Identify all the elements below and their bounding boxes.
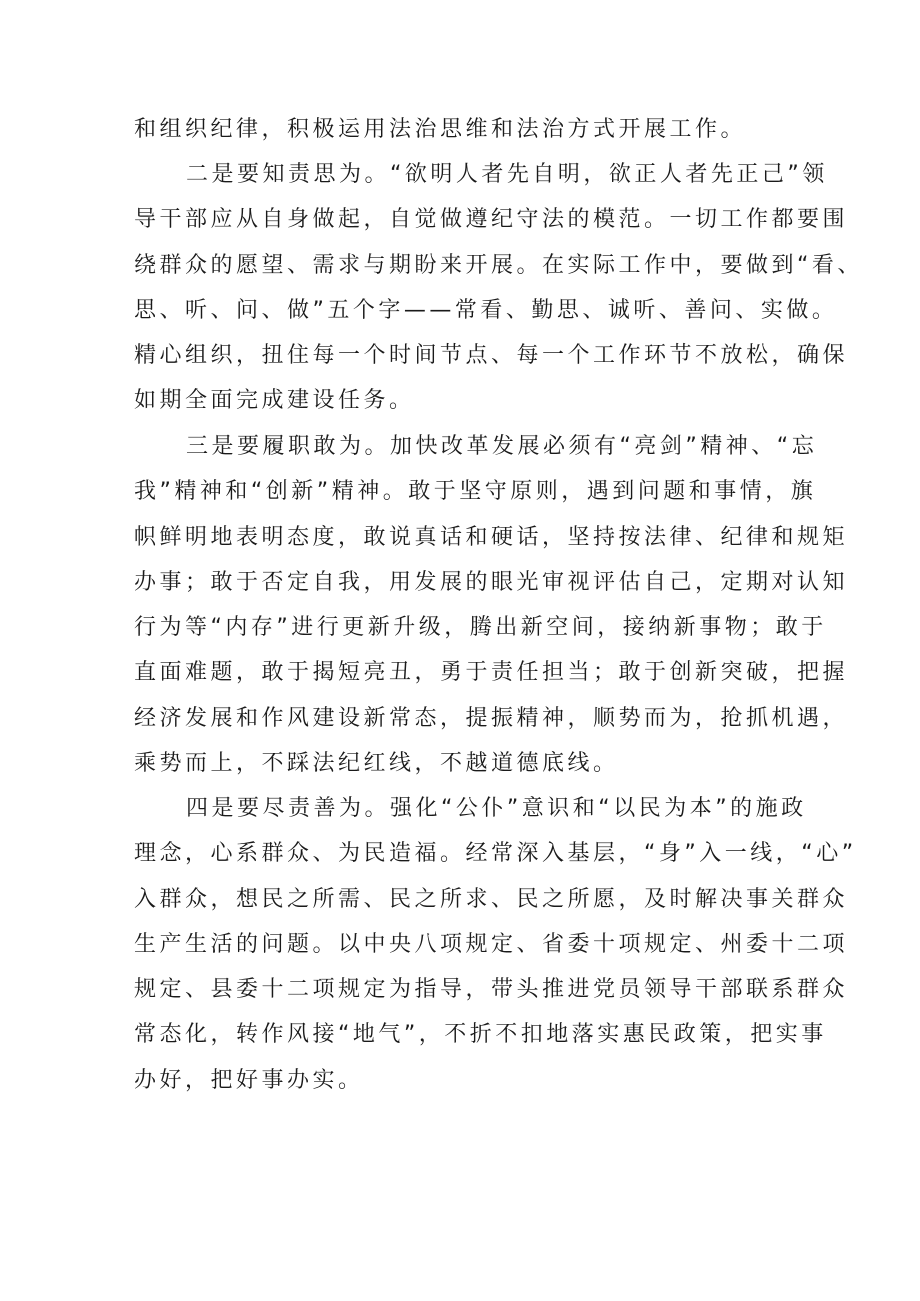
text-line: 生产生活的问题。以中央八项规定、省委十项规定、州委十二项: [134, 931, 849, 957]
text-line: 精心组织，扭住每一个时间节点、每一个工作环节不放松，确保: [134, 343, 849, 369]
text-line: 入群众，想民之所需、民之所求、民之所愿，及时解决事关群众: [134, 886, 849, 912]
text-line: 三是要履职敢为。加快改革发展必须有“亮剑”精神、“忘: [186, 434, 818, 459]
paragraph-point-three: [134, 424, 849, 786]
text-line: 如期全面完成建设任务。: [134, 388, 415, 414]
text-line: 和组织纪律，积极运用法治思维和法治方式开展工作。: [134, 117, 747, 142]
text-line: 四是要尽责善为。强化“公仆”意识和“以民为本”的施政: [186, 796, 807, 821]
text-line: 直面难题，敢于揭短亮丑，勇于责任担当；敢于创新突破，把握: [134, 660, 849, 686]
text-line: 导干部应从自身做起，自觉做遵纪守法的模范。一切工作都要围: [134, 207, 849, 233]
text-line: 理念，心系群众、为民造福。经常深入基层，“身”入一线，“心”: [134, 841, 857, 867]
paragraph-point-two: [134, 152, 863, 424]
text-line: 二是要知责思为。“欲明人者先自明，欲正人者先正己”领: [186, 162, 828, 187]
text-line: 经济发展和作风建设新常态，提振精神，顺势而为，抢抓机遇，: [134, 705, 849, 731]
text-line: 办事；敢于否定自我，用发展的眼光审视评估自己，定期对认知: [134, 569, 849, 595]
text-line: 我”精神和“创新”精神。敢于坚守原则，遇到问题和事情，旗: [134, 479, 817, 505]
paragraph-continuation: [134, 107, 814, 152]
text-line: 常态化，转作风接“地气”，不折不扣地落实惠民政策，把实事: [134, 1022, 827, 1048]
text-line: 帜鲜明地表明态度，敢说真话和硬话，坚持按法律、纪律和规矩: [134, 524, 849, 550]
text-line: 行为等“内存”进行更新升级，腾出新空间，接纳新事物；敢于: [134, 615, 827, 641]
paragraph-point-four: [134, 786, 857, 1103]
text-line: 绕群众的愿望、需求与期盼来开展。在实际工作中，要做到“看、: [134, 252, 863, 278]
text-line: 办好，把好事办实。: [134, 1067, 364, 1093]
text-line: 思、听、问、做”五个字——常看、勤思、诚听、善问、实做。: [134, 297, 838, 323]
text-line: 规定、县委十二项规定为指导，带头推进党员领导干部联系群众: [134, 977, 849, 1003]
text-line: 乘势而上，不踩法纪红线，不越道德底线。: [134, 751, 619, 777]
